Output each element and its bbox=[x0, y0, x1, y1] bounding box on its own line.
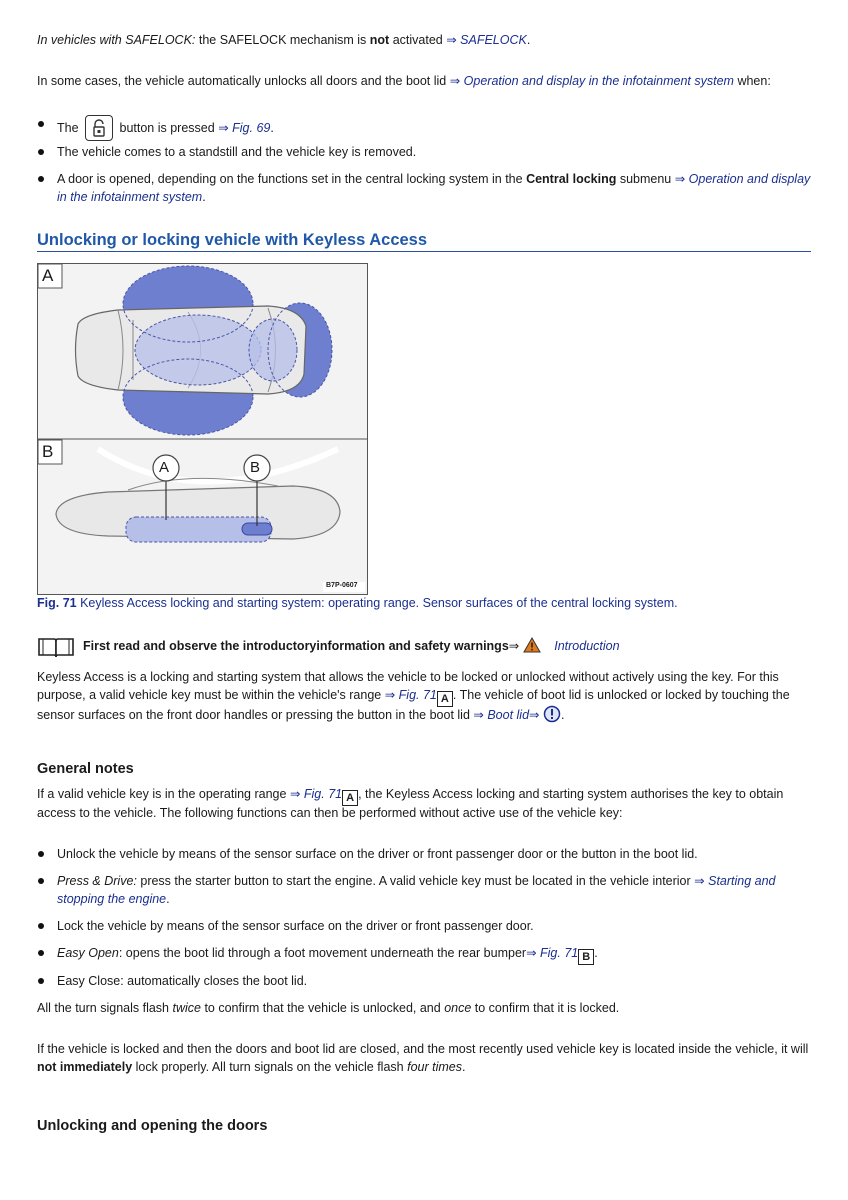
book-icon bbox=[37, 636, 75, 661]
figure-71 bbox=[37, 263, 368, 595]
figure-label-box: A bbox=[342, 790, 358, 806]
callout-a: A bbox=[159, 459, 170, 476]
list-item: Lock the vehicle by means of the sensor surface on the driver or front passenger door. bbox=[57, 919, 534, 933]
caution-icon bbox=[543, 705, 561, 723]
unlocking-heading: Unlocking and opening the doors bbox=[37, 1118, 268, 1134]
warning-icon bbox=[523, 637, 541, 653]
keyless-para-l2: purpose, a valid vehicle key must be within the vehicle's range ⇒ Fig. 71 A . The vehicle of boot lid is unlocked or locked by touching the bbox=[37, 688, 790, 705]
fig71-link[interactable]: ⇒ Fig. 71 bbox=[526, 946, 579, 960]
list-item-continuation: in the infotainment system. bbox=[57, 190, 206, 204]
bullet-dot bbox=[38, 923, 44, 929]
fig71-link[interactable]: ⇒ Fig. 71 bbox=[289, 787, 343, 801]
general-notes-heading: General notes bbox=[37, 761, 134, 777]
flash-line: All the turn signals flash twice to confirm that the vehicle is unlocked, and once to confirm that it is locked. bbox=[37, 1001, 620, 1015]
bullet-dot bbox=[38, 149, 44, 155]
list-item: A door is opened, depending on the functions set in the central locking system in the Central locking submenu ⇒ Operation and display bbox=[57, 172, 811, 186]
panel-b-letter: B bbox=[42, 442, 54, 461]
safelock-link[interactable]: ⇒ SAFELOCK bbox=[446, 33, 527, 47]
bullet-dot bbox=[38, 176, 44, 182]
infotainment-link[interactable]: ⇒ Operation and display in the infotainment system bbox=[449, 74, 734, 88]
bullet-dot bbox=[38, 978, 44, 984]
figure-code: B7P-0607 bbox=[326, 582, 358, 589]
infotainment-link[interactable]: in the infotainment system bbox=[57, 190, 203, 204]
infotainment-link[interactable]: ⇒ Operation and display bbox=[674, 172, 811, 186]
figure-caption: Fig. 71 Keyless Access locking and starting system: operating range. Sensor surfaces of the central locking system. bbox=[37, 596, 678, 610]
starting-engine-link[interactable]: stopping the engine bbox=[57, 892, 167, 906]
safelock-line: In vehicles with SAFELOCK: the SAFELOCK mechanism is not activated ⇒ SAFELOCK. bbox=[37, 33, 531, 47]
bullet-dot bbox=[38, 950, 44, 956]
list-item: Press & Drive: press the starter button to start the engine. A valid vehicle key must be located in the vehicle interior ⇒ Starting and bbox=[57, 874, 776, 888]
panel-a-letter: A bbox=[42, 266, 54, 285]
list-item: Easy Open: opens the boot lid through a foot movement underneath the rear bumper⇒ Fig. 71 B . bbox=[57, 946, 598, 963]
list-item: Easy Close: automatically closes the boot lid. bbox=[57, 974, 308, 988]
figure-label-box: B bbox=[578, 949, 594, 965]
fig69-link[interactable]: ⇒ Fig. 69 bbox=[218, 121, 271, 135]
auto-unlock-line: In some cases, the vehicle automatically unlocks all doors and the boot lid ⇒ Operation and display in the infotainment system when: bbox=[37, 74, 771, 88]
figure-label-box: A bbox=[437, 691, 453, 707]
general-notes-p1: If a valid vehicle key is in the operating range ⇒ Fig. 71 A , the Keyless Access locking and starting system authorises the key to obtain bbox=[37, 787, 784, 804]
list-item-continuation: stopping the engine. bbox=[57, 892, 170, 906]
unlock-button-icon bbox=[85, 115, 113, 141]
list-item: The button is pressed ⇒ Fig. 69. bbox=[57, 115, 274, 141]
locked-para-l1: If the vehicle is locked and then the doors and boot lid are closed, and the most recently used vehicle key is located inside the vehicle, it will bbox=[37, 1042, 809, 1056]
starting-engine-link[interactable]: ⇒ Starting and bbox=[694, 874, 776, 888]
keyless-para-l3: sensor surfaces on the front door handles or pressing the button in the boot lid ⇒ Boot lid⇒ . bbox=[37, 705, 564, 724]
boot-lid-link[interactable]: ⇒ Boot lid⇒ bbox=[473, 708, 540, 722]
list-item: Unlock the vehicle by means of the sensor surface on the driver or front passenger door or the button in the boot lid. bbox=[57, 847, 698, 861]
section-title: Unlocking or locking vehicle with Keyless Access bbox=[37, 229, 811, 252]
fig71-link[interactable]: ⇒ Fig. 71 bbox=[384, 688, 437, 702]
bullet-dot bbox=[38, 851, 44, 857]
bullet-dot bbox=[38, 878, 44, 884]
callout-b: B bbox=[250, 459, 261, 476]
general-notes-p1-l2: access to the vehicle. The following functions can then be performed without active use of the vehicle key: bbox=[37, 806, 623, 820]
notice-line: First read and observe the introductoryinformation and safety warnings⇒ Introduction bbox=[83, 639, 620, 653]
list-item: The vehicle comes to a standstill and the vehicle key is removed. bbox=[57, 145, 417, 159]
introduction-link[interactable]: Introduction bbox=[554, 639, 620, 653]
bullet-dot bbox=[38, 121, 44, 127]
keyless-para-l1: Keyless Access is a locking and starting system that allows the vehicle to be locked or unlocked without actively using the key. For this bbox=[37, 670, 779, 684]
locked-para-l2: not immediately lock properly. All turn signals on the vehicle flash four times. bbox=[37, 1060, 466, 1074]
